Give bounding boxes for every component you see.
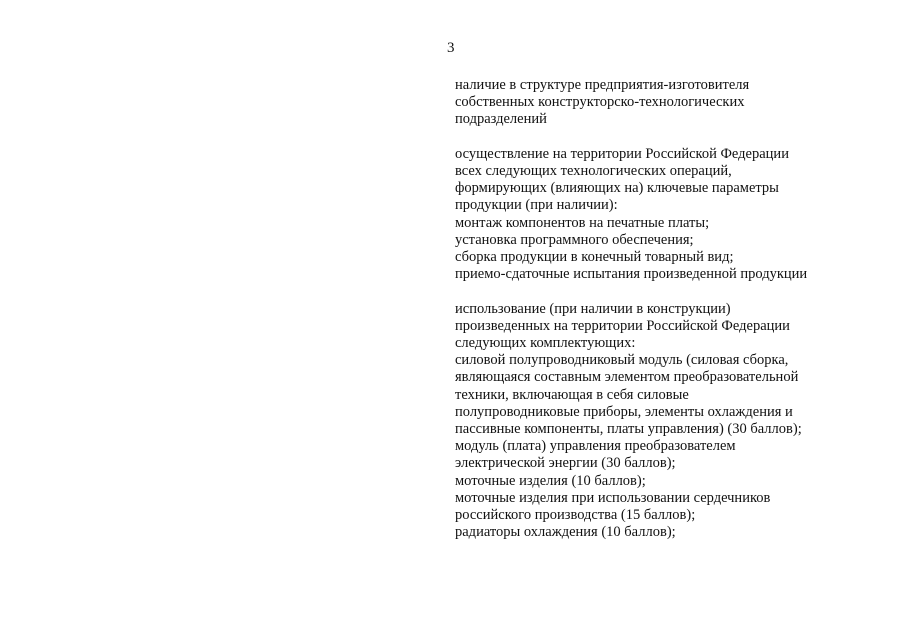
text-line: собственных конструкторско-технологических [455,94,745,111]
text-line: следующих комплектующих: [455,335,636,352]
text-line: использование (при наличии в конструкции) [455,300,731,317]
page-number: 3 [447,40,455,56]
text-line: полупроводниковые приборы, элементы охлаждения и [455,403,793,420]
text-line: электрической энергии (30 баллов); [455,455,676,472]
text-line: моточные изделия (10 баллов); [455,472,646,489]
text-line: осуществление на территории Российской Федерации [455,145,789,162]
text-line: наличие в структуре предприятия-изготовителя [455,77,750,93]
text-line: модуль (плата) управления преобразователем [455,438,736,455]
paragraph-design-divisions [455,77,895,129]
text-line: техники, включающая в себя силовые [455,386,689,403]
text-line: моточные изделия при использовании сердечников [455,489,771,506]
text-line: продукции (при наличии): [455,197,618,214]
text-line: российского производства (15 баллов); [455,507,696,524]
text-line: формирующих (влияющих на) ключевые параметры [455,180,779,197]
text-line: всех следующих технологических операций, [455,163,732,179]
document-body [455,77,895,541]
paragraph-technological-operations [455,146,895,284]
text-line: приемо-сдаточные испытания произведенной продукции [455,266,808,283]
text-line: произведенных на территории Российской Федерации [455,317,790,334]
text-line: являющаяся составным элементом преобразовательной [455,369,799,386]
text-line: пассивные компоненты, платы управления) (30 баллов); [455,421,802,438]
paragraph-components [455,301,895,542]
text-line: подразделений [455,111,547,128]
text-line: установка программного обеспечения; [455,231,694,248]
text-line: сборка продукции в конечный товарный вид; [455,249,734,266]
text-line: радиаторы охлаждения (10 баллов); [455,524,676,541]
text-line: силовой полупроводниковый модуль (силовая сборка, [455,352,789,369]
text-line: монтаж компонентов на печатные платы; [455,214,710,231]
